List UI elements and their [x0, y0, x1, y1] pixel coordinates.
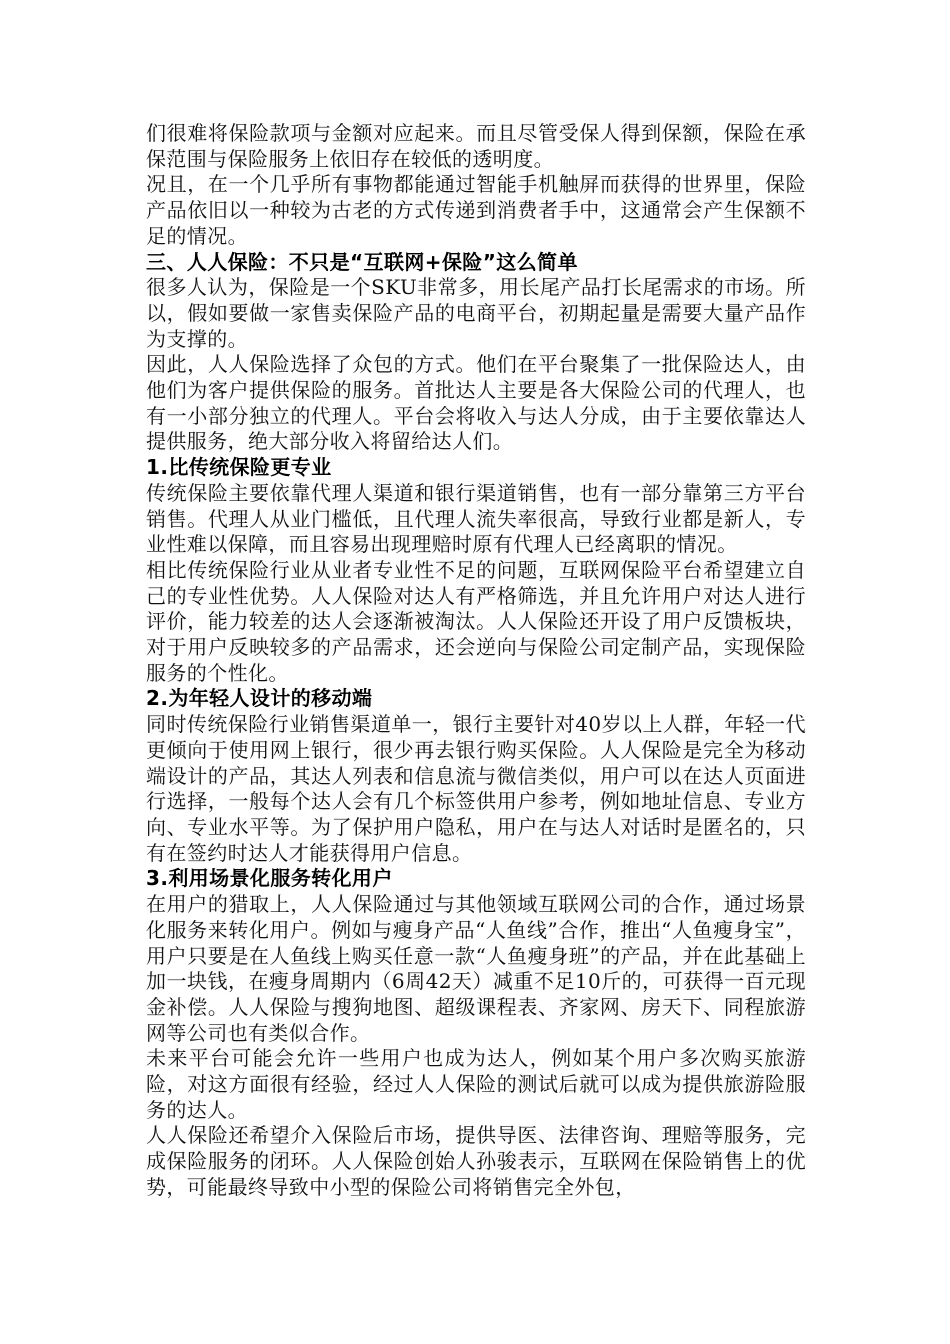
subsection-heading: 1.比传统保险更专业 — [146, 455, 332, 480]
paragraph: 因此，人人保险选择了众包的方式。他们在平台聚集了一批保险达人，由他们为客户提供保险的服务。首批达人主要是各大保险公司的代理人，也有一小部分独立的代理人。平台会将收入与达人分成，由于主要依靠达人提供服务，绝大部分收入将留给达人们。 — [146, 352, 806, 454]
subsection-heading: 2.为年轻人设计的移动端 — [146, 686, 373, 711]
subsection-heading: 3.利用场景化服务转化用户 — [146, 866, 393, 891]
paragraph: 相比传统保险行业从业者专业性不足的问题，互联网保险平台希望建立自己的专业性优势。人人保险对达人有严格筛选，并且允许用户对达人进行评价，能力较差的达人会逐渐被淘汰。人人保险还开设了用户反馈板块，对于用户反映较多的产品需求，还会逆向与保险公司定制产品，实现保险服务的个性化。 — [146, 557, 806, 685]
paragraph: 况且，在一个几乎所有事物都能通过智能手机触屏而获得的世界里，保险产品依旧以一种较为古老的方式传递到消费者手中，这通常会产生保额不足的情况。 — [146, 172, 806, 248]
document-page — [146, 121, 806, 1201]
paragraph: 很多人认为，保险是一个SKU非常多，用长尾产品打长尾需求的市场。所以，假如要做一家售卖保险产品的电商平台，初期起量是需要大量产品作为支撑的。 — [146, 275, 806, 351]
paragraph: 未来平台可能会允许一些用户也成为达人，例如某个用户多次购买旅游险，对这方面很有经验，经过人人保险的测试后就可以成为提供旅游险服务的达人。 — [146, 1046, 806, 1122]
paragraph: 传统保险主要依靠代理人渠道和银行渠道销售，也有一部分靠第三方平台销售。代理人从业门槛低，且代理人流失率很高，导致行业都是新人，专业性难以保障，而且容易出现理赔时原有代理人已经离职的情况。 — [146, 480, 806, 557]
paragraph: 同时传统保险行业销售渠道单一，银行主要针对40岁以上人群，年轻一代更倾向于使用网上银行，很少再去银行购买保险。人人保险是完全为移动端设计的产品，其达人列表和信息流与微信类似，用户可以在达人页面进行选择，一般每个达人会有几个标签供用户参考，例如地址信息、专业方向、专业水平等。为了保护用户隐私，用户在与达人对话时是匿名的，只有在签约时达人才能获得用户信息。 — [146, 712, 806, 865]
paragraph: 人人保险还希望介入保险后市场，提供导医、法律咨询、理赔等服务，完成保险服务的闭环。人人保险创始人孙骏表示，互联网在保险销售上的优势，可能最终导致中小型的保险公司将销售完全外包， — [146, 1123, 806, 1199]
paragraph: 们很难将保险款项与金额对应起来。而且尽管受保人得到保额，保险在承保范围与保险服务上依旧存在较低的透明度。 — [146, 121, 806, 171]
section-heading: 三、人人保险：不只是“互联网+保险”这么简单 — [146, 249, 578, 274]
paragraph: 在用户的猎取上，人人保险通过与其他领域互联网公司的合作，通过场景化服务来转化用户。例如与瘦身产品“人鱼线”合作，推出“人鱼瘦身宝”，用户只要是在人鱼线上购买任意一款“人鱼瘦身班”的产品，并在此基础上加一块钱，在瘦身周期内（6周42天）减重不足10斤的，可获得一百元现金补偿。人人保险与搜狗地图、超级课程表、齐家网、房天下、同程旅游网等公司也有类似合作。 — [146, 892, 806, 1045]
